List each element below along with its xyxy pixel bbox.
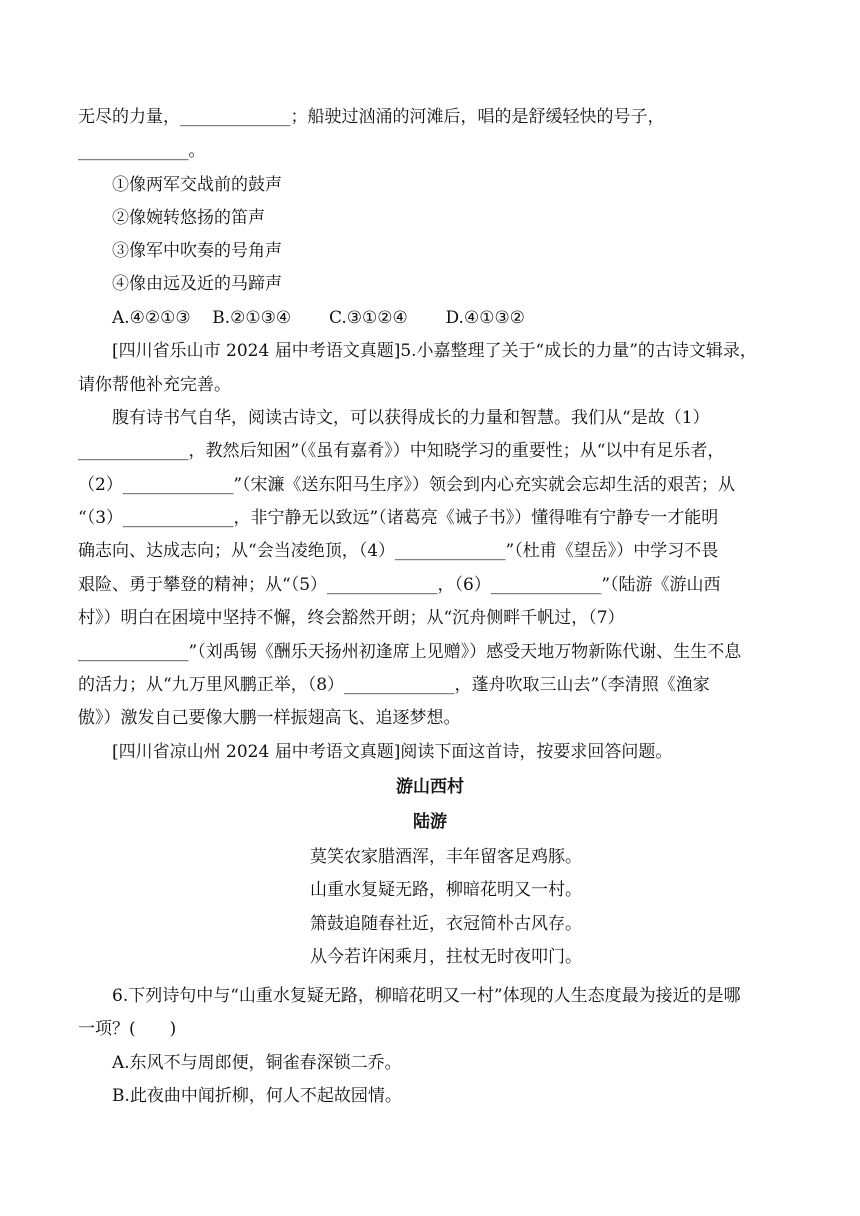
q5-body-line-4: “（3）_____________，非宁静无以致远”（诸葛亮《诫子书》）懂得唯有宁静专一才能明 xyxy=(78,508,719,528)
q4-option-4: ④像由远及近的马蹄声 xyxy=(112,274,282,294)
q6-intro: [四川省凉山州 2024 届中考语文真题]阅读下面这首诗，按要求回答问题。 xyxy=(112,742,673,762)
q6-option-b: B.此夜曲中闻折柳，何人不起故园情。 xyxy=(112,1086,402,1106)
q5-header-line-1: [四川省乐山市 2024 届中考语文真题]5.小嘉整理了关于“成长的力量”的古诗文辑录， xyxy=(112,341,757,361)
q6-option-a: A.东风不与周郎便，铜雀春深锁二乔。 xyxy=(112,1053,402,1073)
q5-body-line-7: 村》）明白在困境中坚持不懈，终会豁然开朗；从“沉舟侧畔千帆过，（7） xyxy=(78,608,625,628)
poem-author: 陆游 xyxy=(413,812,447,832)
q4-option-2: ②像婉转悠扬的笛声 xyxy=(112,208,265,228)
poem-line-2: 山重水复疑无路，柳暗花明又一村。 xyxy=(310,880,582,900)
q5-body-line-9: 的活力；从“九万里风鹏正举，（8）_____________，蓬舟吹取三山去”（李清照《渔家 xyxy=(78,675,710,695)
q4-option-1: ①像两军交战前的鼓声 xyxy=(112,175,282,195)
q4-answer-choices: A.④②①③ B.②①③④ C.③①②④ D.④①③② xyxy=(112,308,525,328)
poem-line-1: 莫笑农家腊酒浑，丰年留客足鸡豚。 xyxy=(310,847,582,867)
q5-header-line-2: 请你帮他补充完善。 xyxy=(78,375,231,395)
q5-body-line-2: _____________，教然后知困”（《虽有嘉肴》）中知晓学习的重要性；从“以中有足乐者， xyxy=(78,441,725,461)
q5-body-line-6: 艰险、勇于攀登的精神；从“（5）_____________，（6）_____________”（陆游《游山西 xyxy=(78,575,721,595)
q6-stem-line-1: 6.下列诗句中与“山重水复疑无路，柳暗花明又一村”体现的人生态度最为接近的是哪 xyxy=(112,986,741,1006)
q5-body-line-8: _____________”（刘禹锡《酬乐天扬州初逢席上见赠》）感受天地万物新陈代谢、生生不息 xyxy=(78,642,742,662)
q4-text-line-1: 无尽的力量，_____________；船驶过汹涌的河滩后，唱的是舒缓轻快的号子， xyxy=(78,107,665,127)
poem-line-4: 从今若许闲乘月，拄杖无时夜叩门。 xyxy=(310,947,582,967)
q5-body-line-1: 腹有诗书气自华，阅读古诗文，可以获得成长的力量和智慧。我们从“是故（1） xyxy=(112,408,710,428)
q4-option-3: ③像军中吹奏的号角声 xyxy=(112,241,282,261)
poem-line-3: 箫鼓追随春社近，衣冠简朴古风存。 xyxy=(310,914,582,934)
q6-stem-line-2: 一项？( ) xyxy=(78,1019,177,1039)
poem-title: 游山西村 xyxy=(396,777,464,797)
q5-body-line-10: 傲》）激发自己要像大鹏一样振翅高飞、追逐梦想。 xyxy=(78,708,461,728)
q4-text-line-2: _____________。 xyxy=(78,141,206,161)
q5-body-line-5: 确志向、达成志向；从“会当凌绝顶，（4）_____________”（杜甫《望岳》）中学习不畏 xyxy=(78,541,719,561)
q5-body-line-3: （2）_____________”（宋濂《送东阳马生序》）领会到内心充实就会忘却生活的艰苦；从 xyxy=(78,475,736,495)
